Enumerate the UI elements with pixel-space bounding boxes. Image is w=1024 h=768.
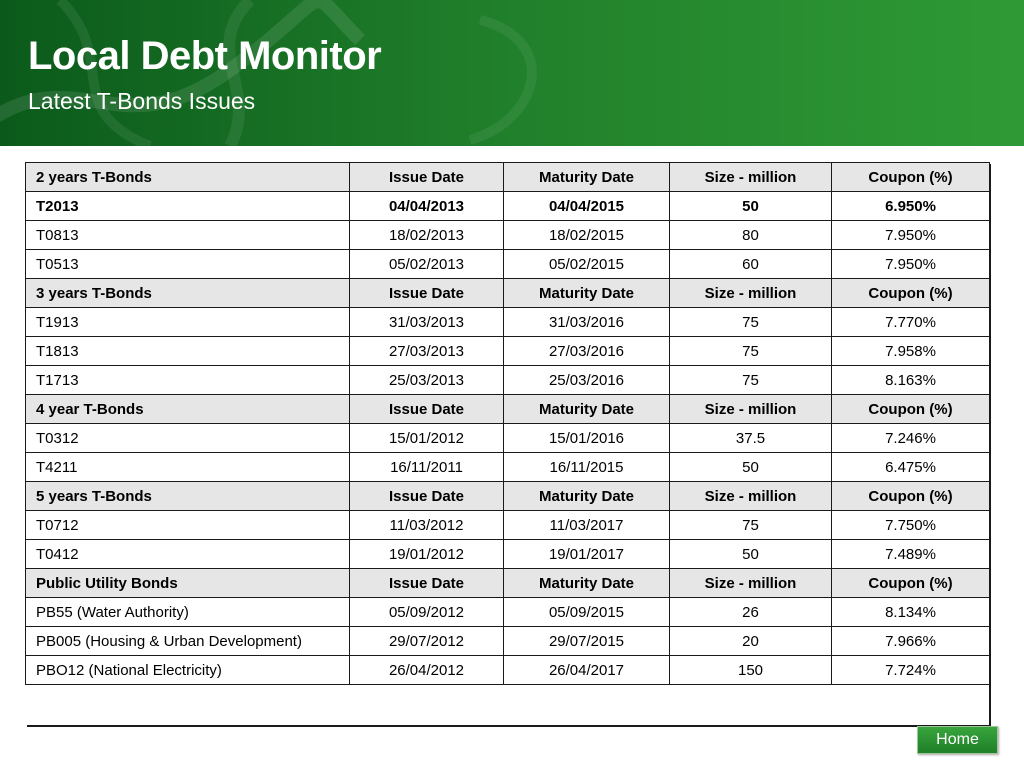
table-row: [26, 308, 990, 337]
column-header-issue-date: Issue Date: [350, 569, 504, 598]
section-header-row: [26, 569, 990, 598]
cell-coupon: 8.134%: [832, 598, 990, 627]
cell-bond-name: T1813: [26, 337, 350, 366]
table-row: [26, 656, 990, 685]
cell-coupon: 7.770%: [832, 308, 990, 337]
cell-coupon: 7.950%: [832, 250, 990, 279]
cell-maturity-date: 25/03/2016: [504, 366, 670, 395]
section-title: Public Utility Bonds: [26, 569, 350, 598]
cell-issue-date: 11/03/2012: [350, 511, 504, 540]
column-header-coupon: Coupon (%): [832, 395, 990, 424]
cell-maturity-date: 11/03/2017: [504, 511, 670, 540]
cell-size-million: 60: [670, 250, 832, 279]
table-row: [26, 627, 990, 656]
cell-bond-name: T0813: [26, 221, 350, 250]
cell-maturity-date: 29/07/2015: [504, 627, 670, 656]
column-header-size-million: Size - million: [670, 395, 832, 424]
cell-maturity-date: 15/01/2016: [504, 424, 670, 453]
cell-bond-name: T0312: [26, 424, 350, 453]
table-row: [26, 424, 990, 453]
cell-coupon: 7.750%: [832, 511, 990, 540]
table-row: [26, 337, 990, 366]
cell-size-million: 75: [670, 337, 832, 366]
bonds-table: [25, 162, 990, 685]
cell-bond-name: T4211: [26, 453, 350, 482]
cell-bond-name: T0513: [26, 250, 350, 279]
cell-bond-name: T0712: [26, 511, 350, 540]
cell-issue-date: 26/04/2012: [350, 656, 504, 685]
column-header-maturity-date: Maturity Date: [504, 163, 670, 192]
cell-size-million: 75: [670, 366, 832, 395]
cell-bond-name: PBO12 (National Electricity): [26, 656, 350, 685]
cell-coupon: 8.163%: [832, 366, 990, 395]
column-header-maturity-date: Maturity Date: [504, 279, 670, 308]
cell-coupon: 6.475%: [832, 453, 990, 482]
cell-coupon: 7.489%: [832, 540, 990, 569]
cell-issue-date: 16/11/2011: [350, 453, 504, 482]
cell-maturity-date: 26/04/2017: [504, 656, 670, 685]
cell-size-million: 150: [670, 656, 832, 685]
cell-maturity-date: 19/01/2017: [504, 540, 670, 569]
page-subtitle: Latest T-Bonds Issues: [28, 88, 256, 114]
table-row: [26, 540, 990, 569]
cell-bond-name: T1713: [26, 366, 350, 395]
cell-bond-name: T1913: [26, 308, 350, 337]
page-title: Local Debt Monitor: [28, 34, 382, 78]
cell-size-million: 50: [670, 540, 832, 569]
column-header-coupon: Coupon (%): [832, 569, 990, 598]
column-header-issue-date: Issue Date: [350, 395, 504, 424]
cell-coupon: 7.724%: [832, 656, 990, 685]
cell-coupon: 7.958%: [832, 337, 990, 366]
cell-issue-date: 27/03/2013: [350, 337, 504, 366]
table-row: [26, 511, 990, 540]
column-header-issue-date: Issue Date: [350, 482, 504, 511]
cell-maturity-date: 16/11/2015: [504, 453, 670, 482]
column-header-coupon: Coupon (%): [832, 163, 990, 192]
column-header-maturity-date: Maturity Date: [504, 482, 670, 511]
table-row: [26, 221, 990, 250]
cell-size-million: 75: [670, 308, 832, 337]
cell-issue-date: 04/04/2013: [350, 192, 504, 221]
table-row: [26, 453, 990, 482]
section-header-row: [26, 279, 990, 308]
cell-bond-name: T2013: [26, 192, 350, 221]
section-title: 5 years T-Bonds: [26, 482, 350, 511]
header-banner: [0, 0, 1024, 146]
cell-maturity-date: 05/09/2015: [504, 598, 670, 627]
cell-coupon: 7.950%: [832, 221, 990, 250]
cell-issue-date: 18/02/2013: [350, 221, 504, 250]
cell-coupon: 7.246%: [832, 424, 990, 453]
cell-bond-name: T0412: [26, 540, 350, 569]
cell-size-million: 50: [670, 453, 832, 482]
section-header-row: [26, 163, 990, 192]
section-header-row: [26, 482, 990, 511]
section-title: 4 year T-Bonds: [26, 395, 350, 424]
cell-issue-date: 05/09/2012: [350, 598, 504, 627]
cell-maturity-date: 18/02/2015: [504, 221, 670, 250]
column-header-size-million: Size - million: [670, 482, 832, 511]
column-header-size-million: Size - million: [670, 279, 832, 308]
table-row: [26, 366, 990, 395]
column-header-maturity-date: Maturity Date: [504, 569, 670, 598]
cell-size-million: 75: [670, 511, 832, 540]
home-button[interactable]: Home: [917, 726, 998, 754]
cell-issue-date: 05/02/2013: [350, 250, 504, 279]
cell-bond-name: PB005 (Housing & Urban Development): [26, 627, 350, 656]
section-header-row: [26, 395, 990, 424]
cell-size-million: 26: [670, 598, 832, 627]
table-row: [26, 598, 990, 627]
cell-size-million: 37.5: [670, 424, 832, 453]
cell-size-million: 20: [670, 627, 832, 656]
table-row: [26, 250, 990, 279]
column-header-size-million: Size - million: [670, 569, 832, 598]
column-header-coupon: Coupon (%): [832, 482, 990, 511]
cell-issue-date: 29/07/2012: [350, 627, 504, 656]
cell-maturity-date: 31/03/2016: [504, 308, 670, 337]
cell-issue-date: 31/03/2013: [350, 308, 504, 337]
table-row: [26, 192, 990, 221]
cell-coupon: 7.966%: [832, 627, 990, 656]
cell-issue-date: 25/03/2013: [350, 366, 504, 395]
cell-maturity-date: 04/04/2015: [504, 192, 670, 221]
section-title: 2 years T-Bonds: [26, 163, 350, 192]
cell-maturity-date: 05/02/2015: [504, 250, 670, 279]
column-header-maturity-date: Maturity Date: [504, 395, 670, 424]
cell-size-million: 80: [670, 221, 832, 250]
bonds-table-container: [25, 162, 989, 725]
cell-bond-name: PB55 (Water Authority): [26, 598, 350, 627]
cell-size-million: 50: [670, 192, 832, 221]
cell-issue-date: 19/01/2012: [350, 540, 504, 569]
column-header-issue-date: Issue Date: [350, 163, 504, 192]
column-header-size-million: Size - million: [670, 163, 832, 192]
cell-maturity-date: 27/03/2016: [504, 337, 670, 366]
section-title: 3 years T-Bonds: [26, 279, 350, 308]
column-header-coupon: Coupon (%): [832, 279, 990, 308]
cell-coupon: 6.950%: [832, 192, 990, 221]
column-header-issue-date: Issue Date: [350, 279, 504, 308]
cell-issue-date: 15/01/2012: [350, 424, 504, 453]
